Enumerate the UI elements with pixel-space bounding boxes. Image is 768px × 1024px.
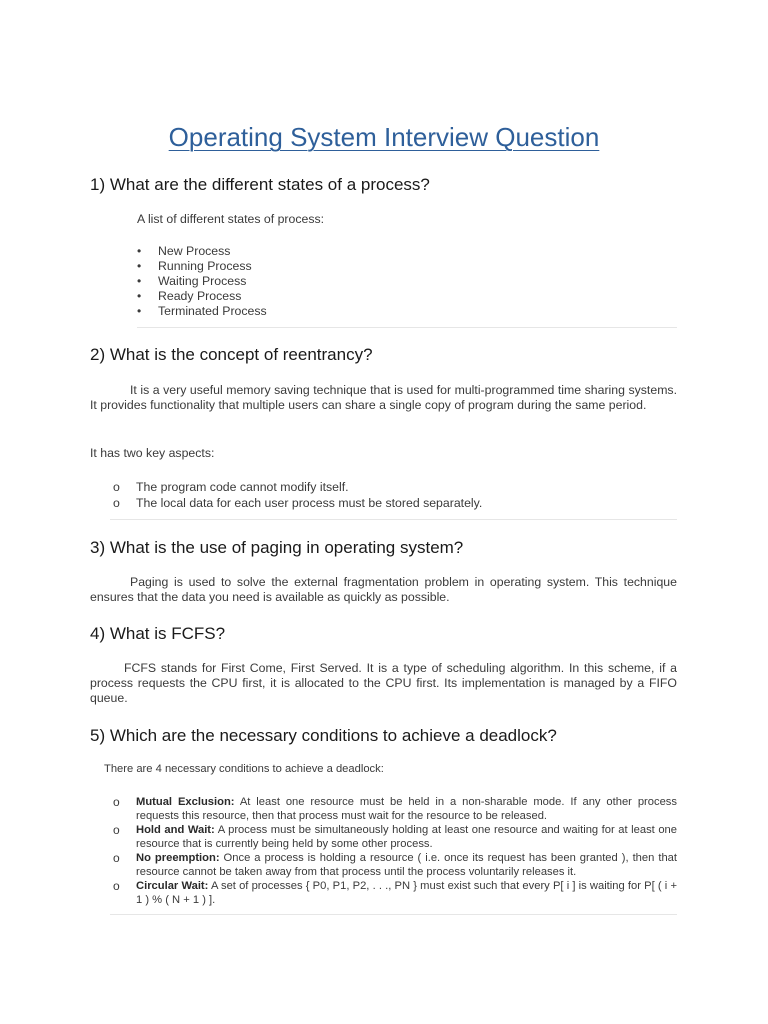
question-1-heading: 1) What are the different states of a process?	[90, 175, 430, 194]
question-3-paragraph: Paging is used to solve the external fragmentation problem in operating system. This technique ensures that the data you need is available as quickly as possible.	[90, 575, 677, 604]
condition-term: No preemption:	[136, 852, 220, 864]
question-5-intro: There are 4 necessary conditions to achieve a deadlock:	[104, 763, 384, 775]
list-item: o The local data for each user process must be stored separately.	[113, 496, 483, 510]
condition-term: Hold and Wait:	[136, 824, 215, 836]
reentrancy-aspects-list	[110, 479, 482, 511]
list-item: o Mutual Exclusion: At least one resource must be held in a non-sharable mode. If any other process requests this resource, then that process must wait for the resource to be released.	[113, 795, 677, 822]
list-item: • New Process	[137, 244, 267, 259]
condition-term: Circular Wait:	[136, 880, 209, 892]
list-marker: o	[113, 480, 120, 494]
question-2-aspects-intro: It has two key aspects:	[90, 446, 215, 460]
section-divider	[110, 519, 677, 520]
list-item: • Ready Process	[137, 289, 267, 304]
section-divider	[110, 914, 677, 915]
list-marker: o	[113, 496, 120, 510]
question-4-heading: 4) What is FCFS?	[90, 624, 226, 643]
list-item: • Terminated Process	[137, 304, 267, 319]
list-item: o Circular Wait: A set of processes { P0, P1, P2, . . ., PN } must exist such that every P[ i ] is waiting for P[ ( i + 1 ) % ( N + 1 ) ].	[113, 879, 677, 906]
question-3-heading: 3) What is the use of paging in operating system?	[90, 538, 464, 557]
condition-term: Mutual Exclusion:	[136, 796, 235, 808]
question-2-heading: 2) What is the concept of reentrancy?	[90, 345, 373, 364]
question-2-paragraph: It is a very useful memory saving technique that is used for multi-programmed time sharing systems. It provides functionality that multiple users can share a single copy of program during the same period.	[90, 383, 677, 412]
list-item: • Running Process	[137, 259, 267, 274]
list-marker: o	[113, 851, 120, 865]
question-5-heading: 5) Which are the necessary conditions to achieve a deadlock?	[90, 726, 557, 745]
list-item: o The program code cannot modify itself.	[113, 480, 349, 494]
process-states-list	[137, 244, 267, 319]
list-marker: o	[113, 879, 120, 893]
list-item: o No preemption: Once a process is holding a resource ( i.e. once its request has been granted ), then that resource cannot be taken away from that process until the process voluntarily releases it.	[113, 851, 677, 878]
list-marker: o	[113, 823, 120, 837]
page-title: Operating System Interview Question	[168, 122, 600, 152]
question-1-intro: A list of different states of process:	[137, 212, 325, 226]
deadlock-conditions-list	[110, 795, 677, 907]
section-divider	[137, 327, 677, 328]
list-item: o Hold and Wait: A process must be simultaneously holding at least one resource and waiting for at least one resource that is currently being held by some other process.	[113, 823, 677, 850]
list-marker: o	[113, 795, 120, 809]
question-4-paragraph: FCFS stands for First Come, First Served. It is a type of scheduling algorithm. In this scheme, if a process requests the CPU first, it is allocated to the CPU first. Its implementation is managed by a FIFO queue.	[90, 661, 677, 705]
list-item: • Waiting Process	[137, 274, 267, 289]
